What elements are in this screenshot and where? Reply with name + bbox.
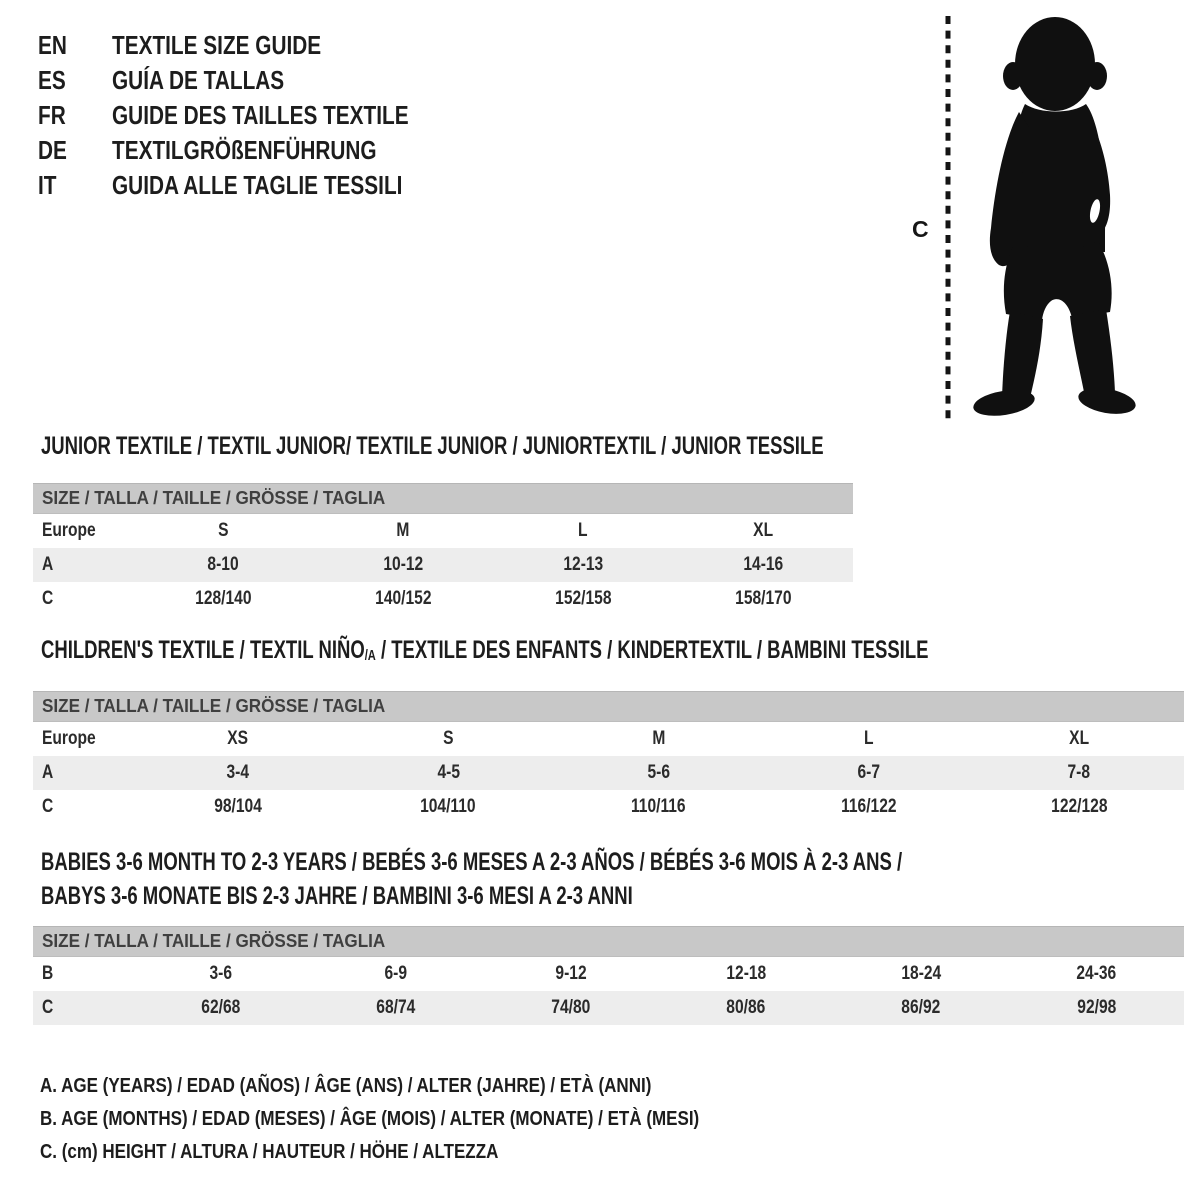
table-rows (33, 722, 1184, 824)
footnotes (40, 1070, 816, 1169)
table-cell-text: 4-5 (437, 762, 460, 783)
language-row (38, 168, 483, 203)
table-cell (764, 762, 974, 784)
language-title-text: TEXTILE SIZE GUIDE (112, 30, 322, 60)
table-cell-text: 80/86 (726, 997, 766, 1018)
language-title (112, 135, 443, 166)
table-cell (133, 963, 308, 985)
table-cell (553, 728, 763, 750)
table-rows (33, 957, 1184, 1025)
language-title (112, 65, 327, 96)
table-row (33, 991, 1184, 1025)
footnote-line (40, 1070, 816, 1103)
table-cell-text: 152/158 (554, 588, 612, 609)
table-cell (483, 997, 658, 1019)
table-cell (133, 762, 343, 784)
table-row (33, 722, 1184, 756)
table-cell-text: 12-18 (726, 963, 767, 984)
table-cell-text: 5-6 (647, 762, 670, 783)
table-cell-text: M (396, 520, 410, 541)
footnote-line (40, 1136, 816, 1169)
table-cell-text: 140/152 (374, 588, 432, 609)
table-cell (673, 554, 853, 576)
table-cell-text: M (652, 728, 665, 749)
title-segment: BABYS 3-6 MONATE BIS 2-3 JAHRE / BAMBINI 3-6 MESI A 2-3 ANNI (41, 881, 633, 910)
section-title-text (41, 882, 633, 911)
section-title (41, 845, 1200, 913)
table-cell (308, 963, 483, 985)
language-code (38, 100, 112, 131)
table-cell (313, 554, 493, 576)
footnote-text: B. AGE (MONTHS) / EDAD (MESES) / ÂGE (MOIS) / ALTER (MONATE) / ETÀ (MESI) (40, 1108, 700, 1130)
section-title-text (41, 636, 928, 665)
table-cell-text: S (443, 728, 454, 749)
table-cell (133, 520, 313, 542)
babies-size-table (33, 926, 1184, 1025)
language-code-text: FR (38, 100, 66, 130)
row-label-cell (33, 520, 133, 542)
junior-size-table (33, 483, 853, 616)
title-segment: JUNIOR TEXTILE / TEXTIL JUNIOR/ TEXTILE JUNIOR / JUNIORTEXTIL / JUNIOR TESSILE (41, 431, 824, 460)
table-cell (673, 588, 853, 610)
row-label-text: B (42, 963, 54, 984)
row-label-cell (33, 963, 133, 985)
title-segment: BABIES 3-6 MONTH TO 2-3 YEARS / BEBÉS 3-6 MESES A 2-3 AÑOS / BÉBÉS 3-6 MOIS À 2-3 ANS / (41, 847, 903, 876)
toddler-silhouette-icon (958, 14, 1138, 416)
language-row (38, 98, 483, 133)
table-cell-text: L (578, 520, 588, 541)
table-cell-text: S (217, 520, 229, 541)
table-cell (659, 997, 834, 1019)
language-title-list (38, 28, 483, 203)
table-cell (553, 796, 763, 818)
table-cell-text: 14-16 (743, 554, 783, 575)
language-code-text: ES (38, 65, 66, 95)
title-segment: / TEXTILE DES ENFANTS / KINDERTEXTIL / BAMBINI TESSILE (375, 635, 929, 664)
height-measure-figure (900, 12, 1160, 427)
language-code-text: IT (38, 170, 57, 200)
table-cell-text: 98/104 (214, 796, 262, 817)
table-cell-text: 12-13 (563, 554, 603, 575)
footnote-line (40, 1103, 816, 1136)
row-label-text: C (42, 997, 54, 1018)
table-cell-text: XS (227, 728, 249, 749)
table-cell (974, 728, 1184, 750)
children-size-table (33, 691, 1184, 824)
language-row (38, 133, 483, 168)
table-rows (33, 514, 853, 616)
size-header-band (33, 483, 853, 514)
table-cell-text: 9-12 (555, 963, 587, 984)
language-title-text: TEXTILGRÖßENFÜHRUNG (112, 135, 377, 165)
section-babies-textile (33, 845, 1200, 1025)
table-cell (1009, 997, 1184, 1019)
language-title-text: GUIDE DES TAILLES TEXTILE (112, 100, 409, 130)
footnote-text: A. AGE (YEARS) / EDAD (AÑOS) / ÂGE (ANS) / ALTER (JAHRE) / ETÀ (ANNI) (40, 1075, 652, 1097)
table-cell (764, 796, 974, 818)
row-label-cell (33, 588, 133, 610)
section-title (41, 635, 1200, 664)
title-segment: /A (364, 646, 376, 664)
language-title-text: GUÍA DE TALLAS (112, 65, 285, 95)
section-childrens-textile (33, 635, 1200, 824)
section-title-line (41, 845, 1200, 879)
height-measure-label: C (912, 216, 929, 242)
table-cell-text: 7-8 (1067, 762, 1091, 783)
language-title (112, 100, 483, 131)
section-title-line (41, 431, 1099, 460)
table-cell-text: 10-12 (383, 554, 423, 575)
table-cell-text: 86/92 (901, 997, 941, 1018)
table-cell (133, 554, 313, 576)
row-label-cell (33, 997, 133, 1019)
table-cell (313, 588, 493, 610)
table-cell-text: 92/98 (1076, 997, 1116, 1018)
table-cell-text: 68/74 (376, 997, 416, 1018)
table-cell-text: XL (753, 520, 773, 541)
table-cell (483, 963, 658, 985)
row-label-text: A (42, 762, 54, 783)
table-cell (974, 796, 1184, 818)
row-label-text: Europe (42, 520, 96, 541)
table-cell-text: 74/80 (551, 997, 591, 1018)
section-title-text (41, 848, 902, 877)
table-cell (343, 796, 553, 818)
row-label-text: C (42, 588, 54, 609)
language-code (38, 170, 112, 201)
height-dashed-line (944, 16, 952, 422)
language-title (112, 170, 475, 201)
row-label-cell (33, 796, 133, 818)
table-cell-text: 3-6 (209, 963, 232, 984)
table-cell-text: L (863, 728, 874, 749)
table-cell-text: 3-4 (226, 762, 250, 783)
table-cell-text: 128/140 (194, 588, 252, 609)
size-header-label: SIZE / TALLA / TAILLE / GRÖSSE / TAGLIA (42, 696, 386, 716)
size-header-band (33, 926, 1184, 957)
table-cell-text: 6-7 (857, 762, 880, 783)
table-row (33, 756, 1184, 790)
section-title (41, 431, 1099, 460)
table-cell-text: 8-10 (207, 554, 239, 575)
table-row (33, 790, 1184, 824)
language-code (38, 135, 112, 166)
table-cell (133, 588, 313, 610)
table-row (33, 582, 853, 616)
language-title-text: GUIDA ALLE TAGLIE TESSILI (112, 170, 403, 200)
table-cell (834, 997, 1009, 1019)
size-header-band (33, 691, 1184, 722)
size-header-label: SIZE / TALLA / TAILLE / GRÖSSE / TAGLIA (42, 931, 386, 951)
table-cell (313, 520, 493, 542)
table-cell (343, 762, 553, 784)
table-cell (493, 554, 673, 576)
table-row (33, 514, 853, 548)
table-cell (493, 520, 673, 542)
language-title (112, 30, 373, 61)
language-code (38, 65, 112, 96)
table-cell-text: 158/170 (734, 588, 792, 609)
table-cell (834, 963, 1009, 985)
table-cell (764, 728, 974, 750)
language-code (38, 30, 112, 61)
row-label-cell (33, 554, 133, 576)
table-cell-text: 24-36 (1076, 963, 1117, 984)
section-title-line (41, 635, 1200, 664)
table-row (33, 548, 853, 582)
table-cell (659, 963, 834, 985)
language-row (38, 63, 483, 98)
table-cell (553, 762, 763, 784)
table-cell-text: 122/128 (1050, 796, 1108, 817)
footnote-text: C. (cm) HEIGHT / ALTURA / HAUTEUR / HÖHE / ALTEZZA (40, 1141, 499, 1163)
table-cell-text: 18-24 (901, 963, 942, 984)
table-cell (974, 762, 1184, 784)
size-header-label: SIZE / TALLA / TAILLE / GRÖSSE / TAGLIA (42, 488, 386, 508)
table-cell-text: 116/122 (840, 796, 897, 817)
row-label-text: Europe (42, 728, 96, 749)
table-cell (133, 796, 343, 818)
table-cell (308, 997, 483, 1019)
section-junior-textile (33, 431, 1099, 616)
row-label-cell (33, 728, 133, 750)
table-cell-text: 104/110 (420, 796, 477, 817)
table-cell (133, 997, 308, 1019)
table-cell (493, 588, 673, 610)
table-cell (673, 520, 853, 542)
table-cell-text: XL (1068, 728, 1089, 749)
section-title-text (41, 432, 824, 461)
language-code-text: DE (38, 135, 67, 165)
table-cell (1009, 963, 1184, 985)
table-cell (133, 728, 343, 750)
title-segment: CHILDREN'S TEXTILE / TEXTIL NIÑO (41, 635, 365, 664)
row-label-text: C (42, 796, 54, 817)
language-code-text: EN (38, 30, 67, 60)
language-row (38, 28, 483, 63)
row-label-text: A (42, 554, 54, 575)
table-cell-text: 6-9 (384, 963, 407, 984)
table-cell-text: 62/68 (201, 997, 241, 1018)
table-cell (343, 728, 553, 750)
section-title-line (41, 879, 1200, 913)
table-row (33, 957, 1184, 991)
table-cell-text: 110/116 (631, 796, 686, 817)
row-label-cell (33, 762, 133, 784)
